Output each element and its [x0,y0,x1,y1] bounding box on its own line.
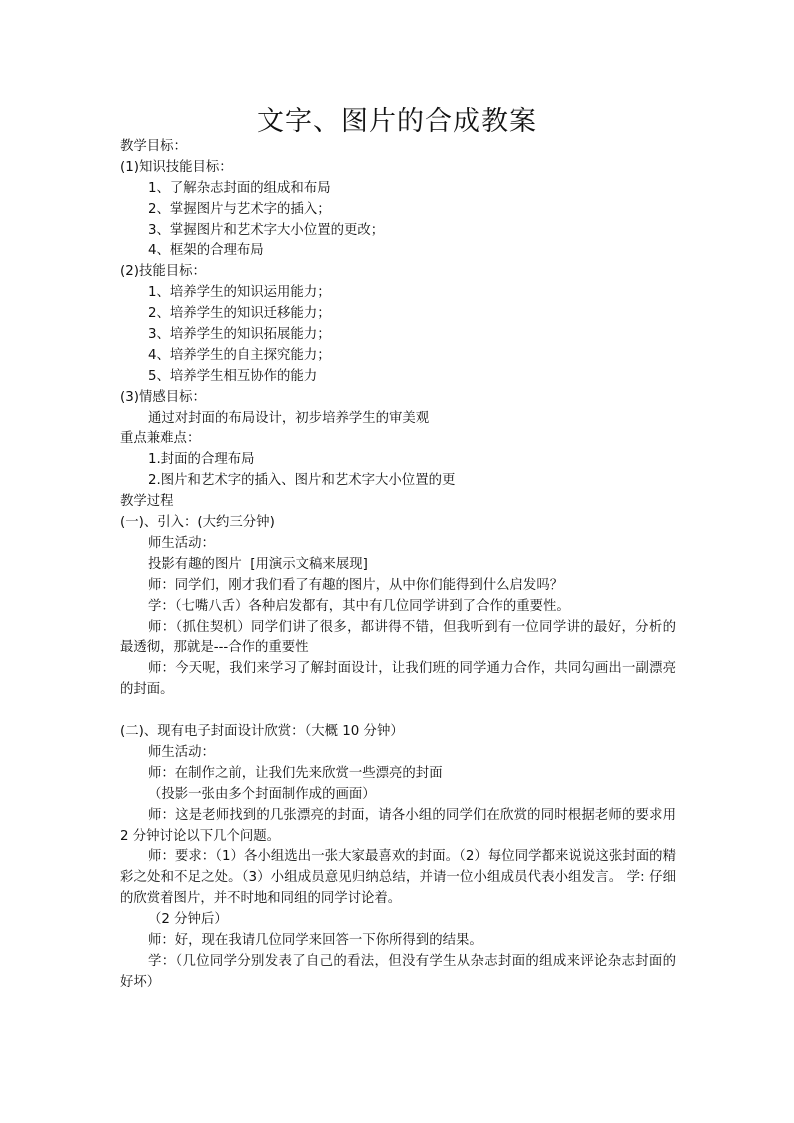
list-item: 1、培养学生的知识运用能力； [148,285,331,301]
paragraph: 师：要求：（1）各小组选出一张大家最喜欢的封面。（2）每位同学都来说说这张封面的精彩之处和不足之处。（3）小组成员意见归纳总结，并请一位小组成员代表小组发言。 学: 仔细的欣赏着图片，并不时地和同组的同学讨论着。 [120,849,676,907]
list-item: 5、培养学生相互协作的能力 [148,368,318,384]
skills-heading: (2)技能目标： [120,264,206,280]
list-item: 3、掌握图片和艺术字大小位置的更改； [148,222,385,238]
paragraph: 师：同学们，刚才我们看了有趣的图片，从中你们能得到什么启发吗？ [148,577,564,593]
knowledge-heading: (1)知识技能目标： [120,159,233,175]
paragraph: 师：好，现在我请几位同学来回答一下你所得到的结果。 [148,933,483,949]
section1-activity: 师生活动： [148,535,215,551]
list-item: 2、培养学生的知识迁移能力； [148,306,331,322]
spacer [120,701,676,722]
list-item: 4、框架的合理布局 [148,243,264,259]
paragraph: 学：（几位同学分别发表了自己的看法，但没有学生从杂志封面的组成来评论杂志封面的好坏） [120,953,676,990]
section1-projection: 投影有趣的图片 [用演示文稿来展现] [148,556,368,572]
list-item: 1.封面的合理布局 [148,452,255,468]
process-heading: 教学过程 [120,494,174,510]
emotion-heading: (3)情感目标： [120,389,206,405]
section2-line: 师：在制作之前，让我们先来欣赏一些漂亮的封面 [148,765,443,781]
section2-activity: 师生活动： [148,744,215,760]
section1-heading: (一)、引入：(大约三分钟) [120,515,275,531]
list-item: 3、培养学生的知识拓展能力； [148,327,331,343]
page-title: 文字、图片的合成教案 [257,106,537,137]
paragraph: 师：今天呢，我们来学习了解封面设计，让我们班的同学通力合作，共同勾画出一副漂亮的封面。 [120,661,676,698]
document-body [120,137,676,994]
key-points-heading: 重点兼难点： [120,431,201,447]
paragraph: 师：这是老师找到的几张漂亮的封面，请各小组的同学们在欣赏的同时根据老师的要求用 2 分钟讨论以下几个问题。 [120,807,676,844]
list-item: 2.图片和艺术字的插入、图片和艺术字大小位置的更 [148,473,456,489]
list-item: 1、了解杂志封面的组成和布局 [148,180,331,196]
emotion-text: 通过对封面的布局设计，初步培养学生的审美观 [148,410,430,426]
paragraph: 学：（七嘴八舌）各种启发都有，其中有几位同学讲到了合作的重要性。 [148,598,570,614]
list-item: 2、掌握图片与艺术字的插入； [148,201,331,217]
objectives-heading: 教学目标： [120,139,187,154]
list-item: 4、培养学生的自主探究能力； [148,347,331,363]
section2-heading: (二)、现有电子封面设计欣赏：（大概 10 分钟） [120,724,404,740]
section2-line: （投影一张由多个封面制作成的画面） [148,786,376,802]
section2-after: （2 分钟后） [148,912,228,928]
paragraph: 师：（抓住契机）同学们讲了很多，都讲得不错，但我听到有一位同学讲的最好，分析的最透彻，那就是---合作的重要性 [120,619,676,656]
